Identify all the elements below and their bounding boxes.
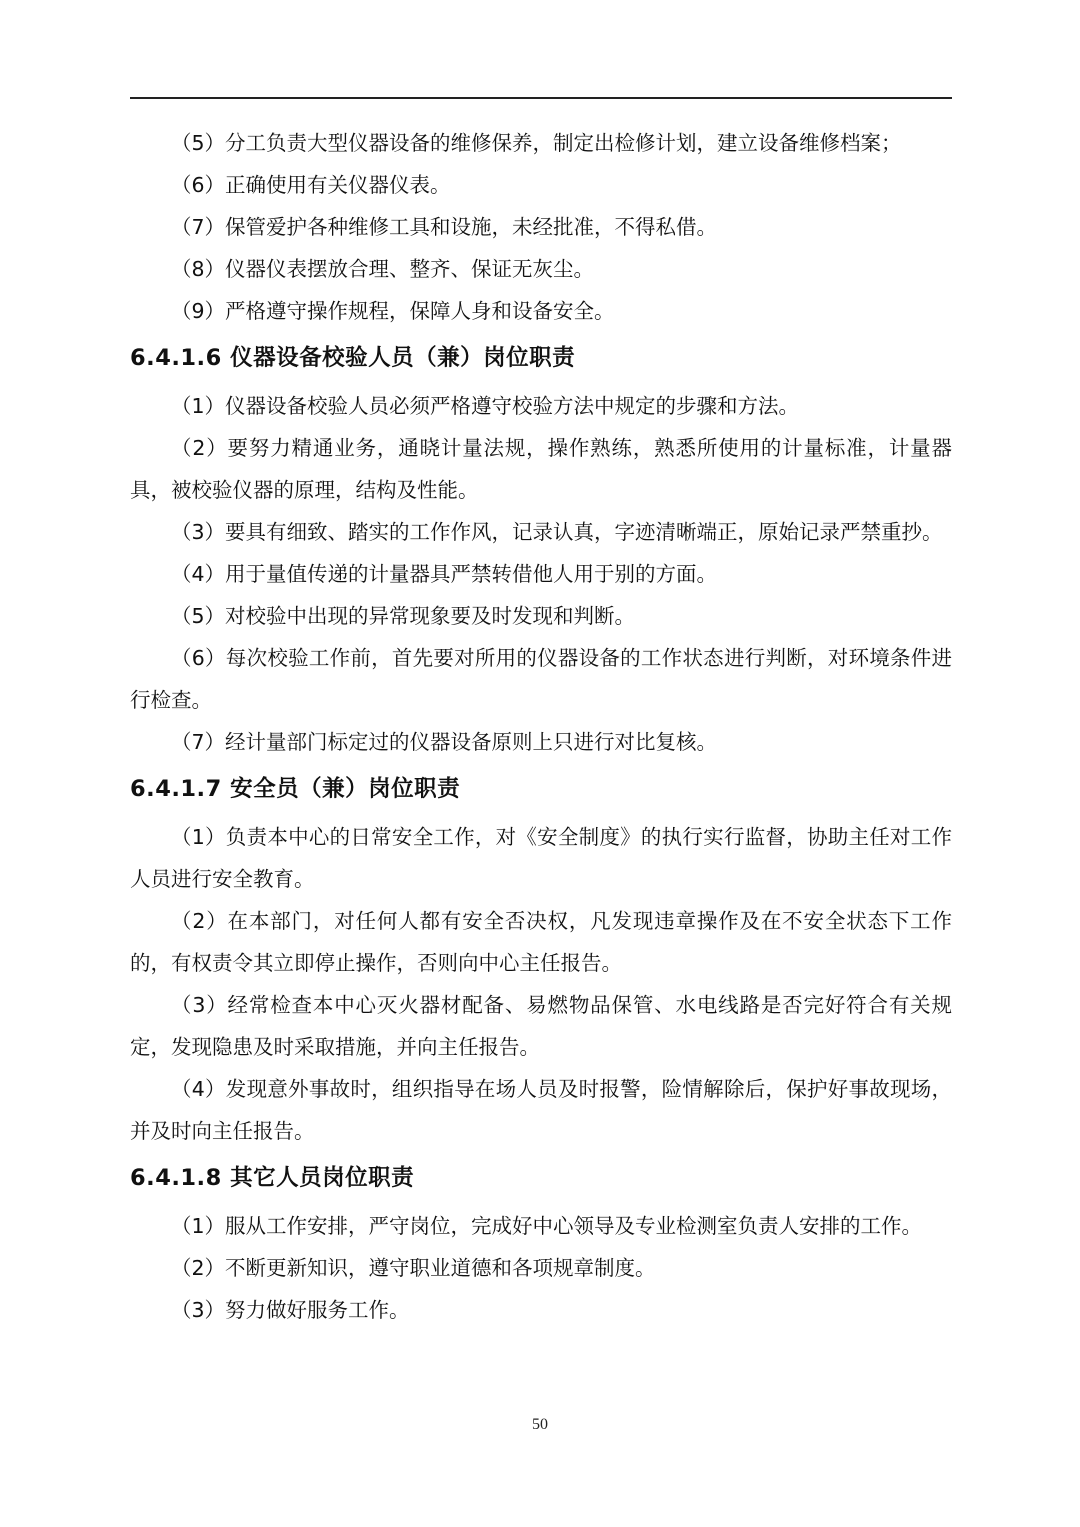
- list-item: （3）努力做好服务工作。: [171, 1298, 410, 1322]
- list-item: （6）每次校验工作前，首先要对所用的仪器设备的工作状态进行判断，对环境条件进行检查。: [130, 646, 952, 712]
- list-item: （6）正确使用有关仪器仪表。: [171, 173, 451, 197]
- list-item: （8）仪器仪表摆放合理、整齐、保证无灰尘。: [171, 257, 595, 281]
- header-rule: [130, 97, 952, 99]
- page-number: 50: [532, 1416, 548, 1433]
- list-item: （7）经计量部门标定过的仪器设备原则上只进行对比复核。: [171, 730, 718, 754]
- list-item: （5）对校验中出现的异常现象要及时发现和判断。: [171, 604, 636, 628]
- list-item: （2）不断更新知识，遵守职业道德和各项规章制度。: [171, 1256, 656, 1280]
- document-body: [130, 122, 952, 1331]
- section-heading-6-4-1-7: 6.4.1.7 安全员（兼）岗位职责: [130, 776, 461, 802]
- section-heading-6-4-1-6: 6.4.1.6 仪器设备校验人员（兼）岗位职责: [130, 345, 576, 371]
- list-item: （7）保管爱护各种维修工具和设施，未经批准，不得私借。: [171, 215, 718, 239]
- list-item: （5）分工负责大型仪器设备的维修保养，制定出检修计划，建立设备维修档案；: [171, 131, 902, 155]
- list-item: （2）要努力精通业务，通晓计量法规，操作熟练，熟悉所使用的计量标准，计量器具，被校验仪器的原理，结构及性能。: [130, 436, 952, 502]
- section-heading-6-4-1-8: 6.4.1.8 其它人员岗位职责: [130, 1165, 415, 1191]
- list-item: （2）在本部门，对任何人都有安全否决权，凡发现违章操作及在不安全状态下工作的，有权责令其立即停止操作，否则向中心主任报告。: [130, 909, 952, 975]
- list-item: （4）发现意外事故时，组织指导在场人员及时报警，险情解除后，保护好事故现场，并及时向主任报告。: [130, 1077, 952, 1143]
- list-item: （3）经常检查本中心灭火器材配备、易燃物品保管、水电线路是否完好符合有关规定，发现隐患及时采取措施，并向主任报告。: [130, 993, 952, 1059]
- list-item: （1）仪器设备校验人员必须严格遵守校验方法中规定的步骤和方法。: [171, 394, 800, 418]
- list-item: （1）服从工作安排，严守岗位，完成好中心领导及专业检测室负责人安排的工作。: [171, 1214, 923, 1238]
- list-item: （1）负责本中心的日常安全工作，对《安全制度》的执行实行监督，协助主任对工作人员进行安全教育。: [130, 825, 952, 891]
- list-item: （3）要具有细致、踏实的工作作风，记录认真，字迹清晰端正，原始记录严禁重抄。: [171, 520, 943, 544]
- list-item: （9）严格遵守操作规程，保障人身和设备安全。: [171, 299, 615, 323]
- list-item: （4）用于量值传递的计量器具严禁转借他人用于别的方面。: [171, 562, 718, 586]
